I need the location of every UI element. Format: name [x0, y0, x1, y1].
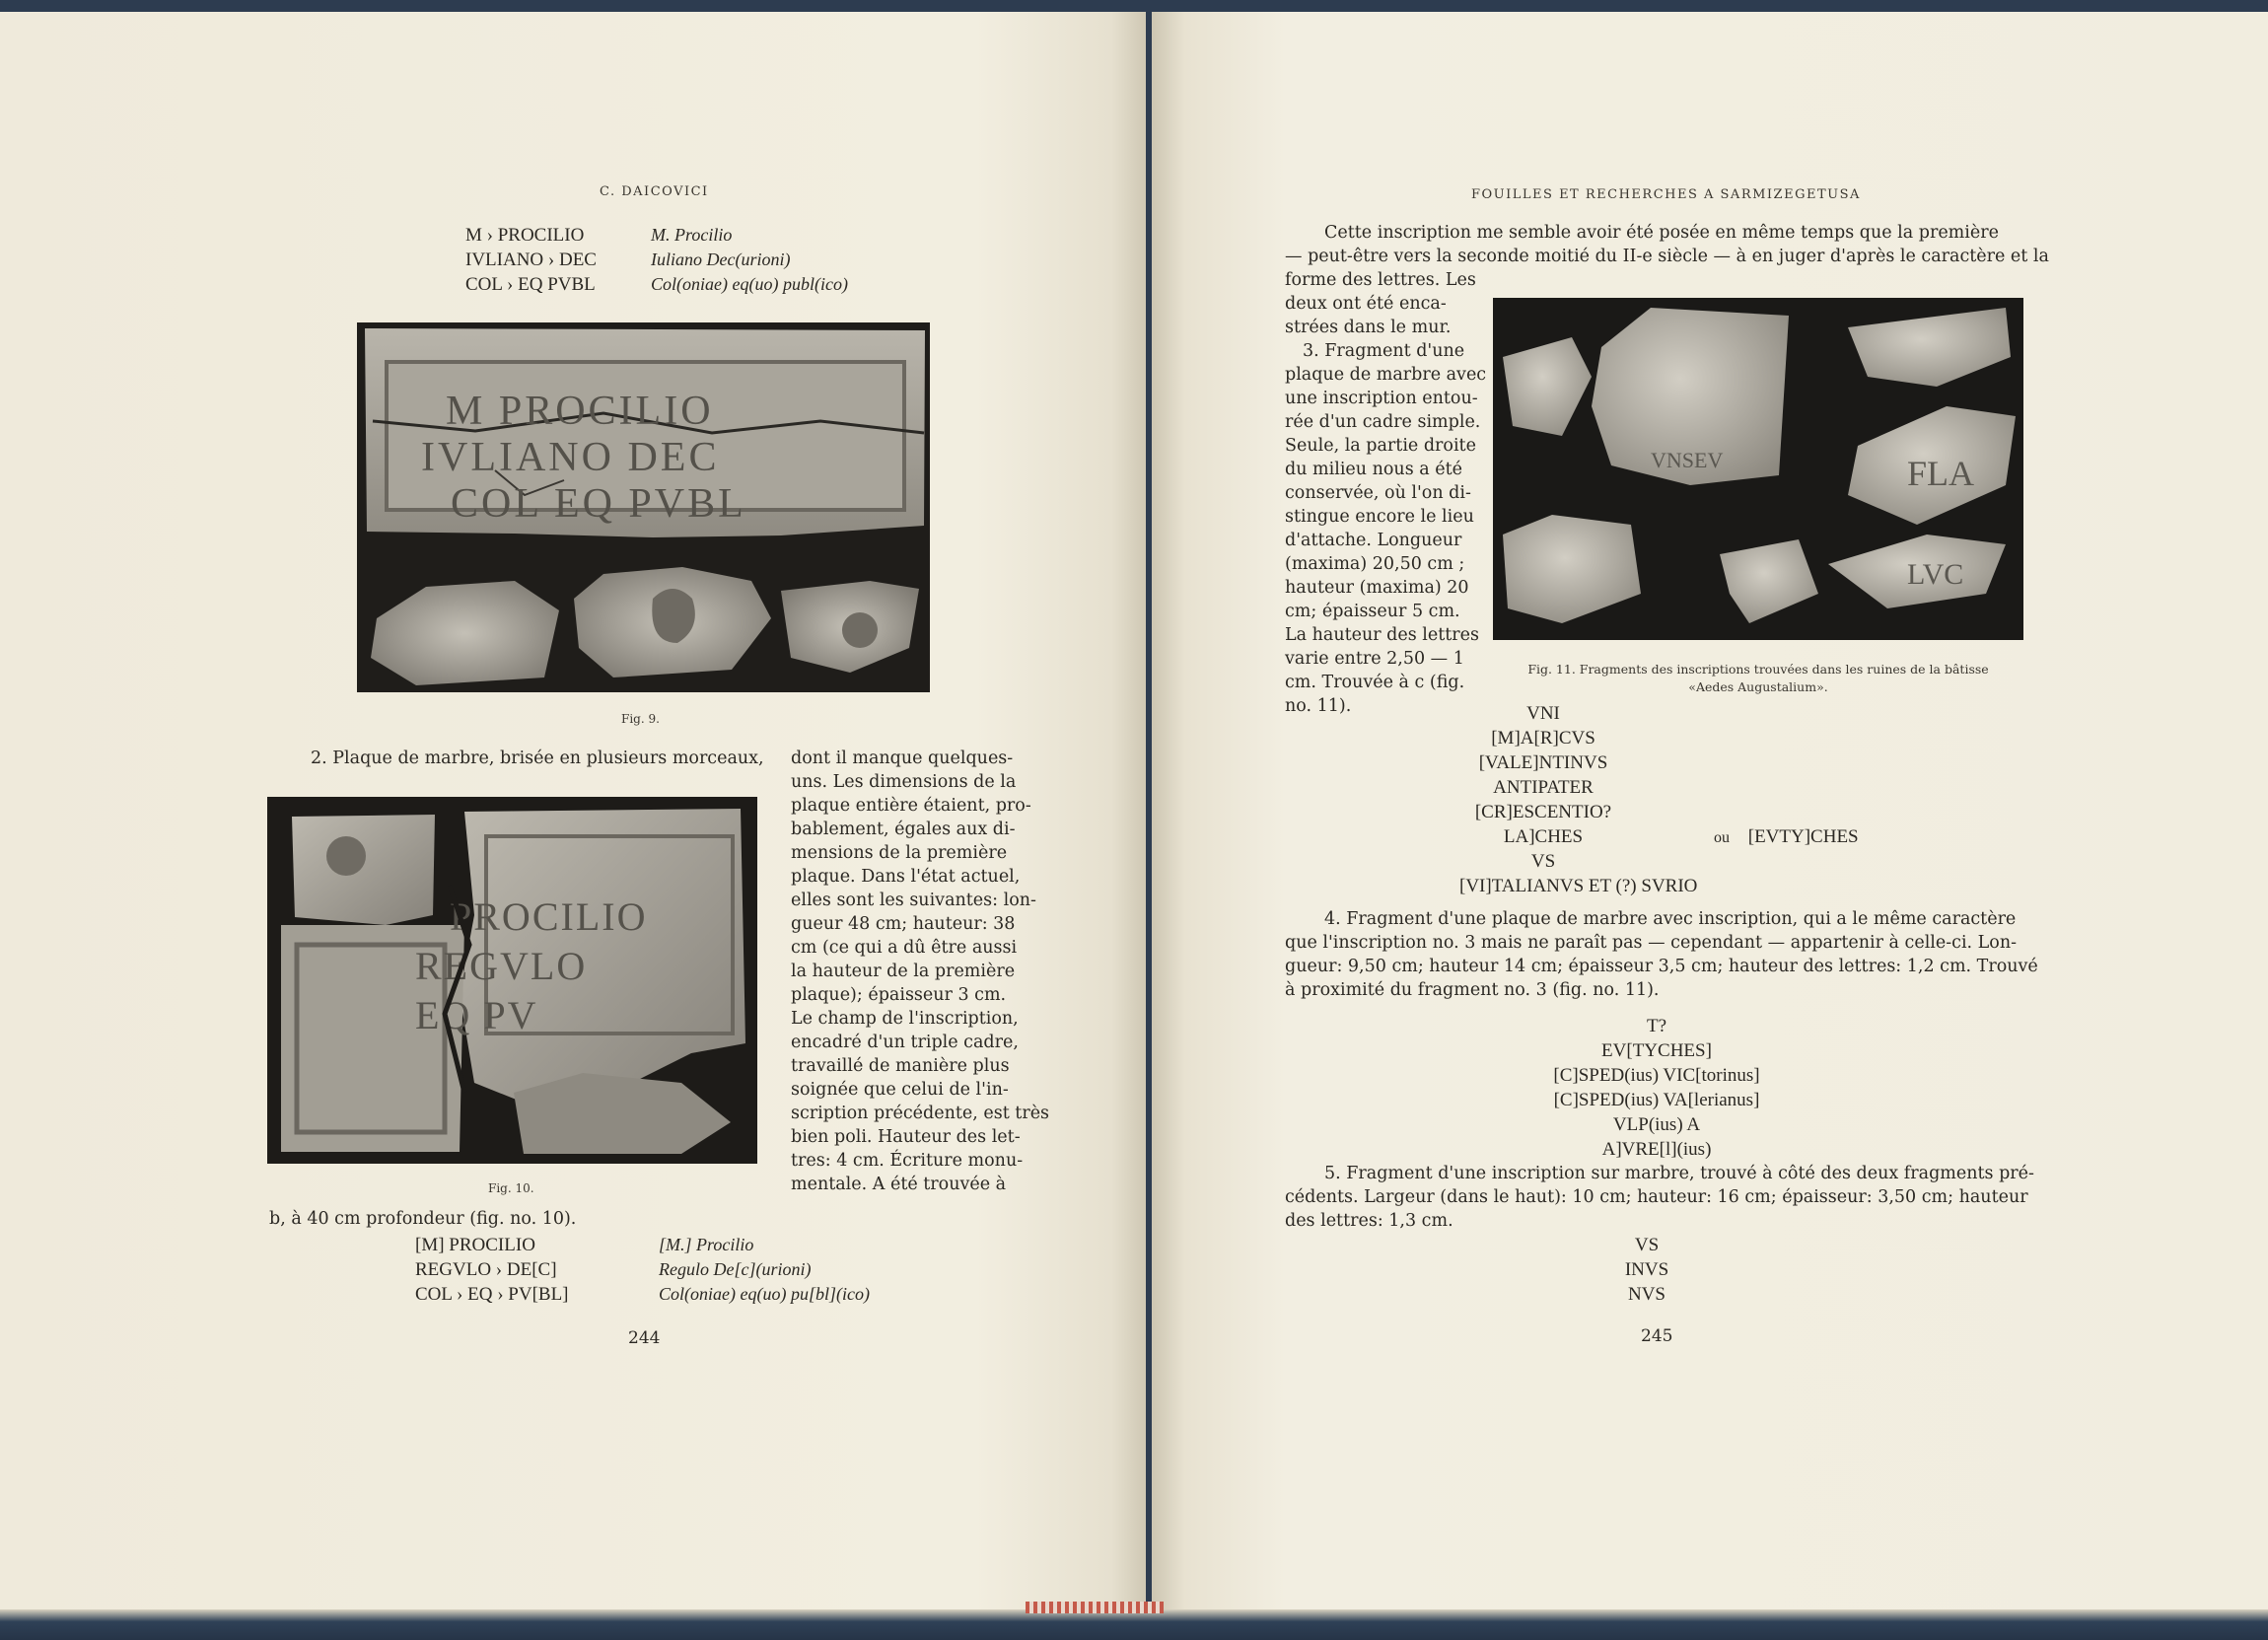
- text-line: cédents. Largeur (dans le haut): 10 cm; hauteur: 16 cm; épaisseur: 3,50 cm; hauteur: [1285, 1187, 2028, 1207]
- text-line: à proximité du fragment no. 3 (fig. no. 11).: [1285, 980, 1660, 1000]
- inscription-line: NVS: [1627, 1284, 1666, 1305]
- figure-10-caption: Fig. 10.: [488, 1181, 534, 1195]
- inscription-1-transcription: [651, 223, 848, 297]
- text-line: cm; épaisseur 5 cm.: [1285, 602, 1460, 621]
- paragraph-5: [1285, 1162, 2034, 1233]
- text-line: dont il manque quelques-: [791, 749, 1014, 768]
- figure-11-caption: [1493, 661, 2023, 696]
- transcription-line: Col(oniae) eq(uo) publ(ico): [651, 274, 848, 294]
- text-line: bien poli. Hauteur des let-: [791, 1127, 1021, 1147]
- fig9-carved-line: M PROCILIO: [446, 389, 714, 434]
- text-line: rée d'un cadre simple.: [1285, 412, 1481, 432]
- inscription-3: [1420, 701, 1698, 898]
- text-line: plaque entière étaient, pro-: [791, 796, 1031, 816]
- text-line: scription précédente, est très: [791, 1104, 1050, 1123]
- text-line: elles sont les suivantes: lon-: [791, 891, 1036, 910]
- caption-line: «Aedes Augustalium».: [1688, 679, 1828, 694]
- transcription-line: [M.] Procilio: [659, 1235, 754, 1254]
- text-line: tres: 4 cm. Écriture monu-: [791, 1151, 1024, 1171]
- text-line: Seule, la partie droite: [1285, 436, 1476, 456]
- inscription-3-alternative: [1714, 824, 1859, 850]
- text-line: une inscription entou-: [1285, 389, 1478, 408]
- text-line: no. 11).: [1285, 696, 1352, 716]
- inscription-line: A]VRE[l](ius): [1601, 1139, 1712, 1160]
- fig11-carved-line: VNSEV: [1651, 448, 1724, 472]
- inscription-line: COL › EQ › PV[BL]: [415, 1284, 569, 1305]
- text-line: d'attache. Longueur: [1285, 531, 1462, 550]
- fig9-carved-line: COL EQ PVBL: [451, 481, 746, 527]
- running-header-left: C. DAICOVICI: [600, 184, 709, 199]
- inscription-line: M › PROCILIO: [465, 225, 585, 246]
- intro-full-width: [1285, 221, 2049, 268]
- inscription-line: VS: [1530, 851, 1556, 872]
- text-line: gueur 48 cm; hauteur: 38: [791, 914, 1016, 934]
- figure-9-caption: Fig. 9.: [621, 712, 660, 726]
- paragraph-2-intro: 2. Plaque de marbre, brisée en plusieurs morceaux,: [311, 749, 764, 768]
- text-line: plaque. Dans l'état actuel,: [791, 867, 1021, 887]
- book-cover-edge: [0, 1609, 2268, 1640]
- text-line: forme des lettres. Les: [1285, 270, 1476, 290]
- text-line: conservée, où l'on di-: [1285, 483, 1471, 503]
- inscription-line: IVLIANO › DEC: [465, 250, 597, 270]
- inscription-line: EV[TYCHES]: [1601, 1040, 1712, 1061]
- transcription-line: Col(oniae) eq(uo) pu[bl](ico): [659, 1284, 870, 1304]
- text-line: des lettres: 1,3 cm.: [1285, 1211, 1453, 1231]
- inscription-line: [M]A[R]CVS: [1491, 728, 1595, 749]
- inscription-2-transcription: [659, 1233, 870, 1307]
- inscription-1-original: [465, 223, 597, 297]
- transcription-line: Iuliano Dec(urioni): [651, 250, 791, 269]
- text-line: 5. Fragment d'une inscription sur marbre, trouvé à côté des deux fragments pré-: [1324, 1164, 2034, 1183]
- inscription-line: [CR]ESCENTIO?: [1474, 802, 1612, 822]
- fig10-carved-line: PROCILIO: [450, 894, 648, 939]
- inscription-line: VLP(ius) A: [1612, 1114, 1701, 1135]
- alternative-or: ou: [1714, 829, 1730, 846]
- figure-11-photo: [1493, 298, 2023, 640]
- inscription-2-original: [415, 1233, 569, 1307]
- transcription-line: Regulo De[c](urioni): [659, 1259, 812, 1279]
- text-line: deux ont été enca-: [1285, 294, 1447, 314]
- text-line: la hauteur de la première: [791, 962, 1016, 981]
- text-line: travaillé de manière plus: [791, 1056, 1010, 1076]
- text-line: strées dans le mur.: [1285, 318, 1452, 337]
- inscription-line: ANTIPATER: [1493, 777, 1594, 798]
- text-line: plaque de marbre avec: [1285, 365, 1487, 385]
- text-line: La hauteur des lettres: [1285, 625, 1480, 645]
- text-line: — peut-être vers la seconde moitié du II-e siècle — à en juger d'après le caractère et la: [1285, 247, 2049, 266]
- inscription-line: REGVLO › DE[C]: [415, 1259, 557, 1280]
- text-line: hauteur (maxima) 20: [1285, 578, 1469, 598]
- paragraph-2-side-column: [791, 747, 1050, 1196]
- text-line: mensions de la première: [791, 843, 1008, 863]
- caption-line: Fig. 11. Fragments des inscriptions trouvées dans les ruines de la bâtisse: [1527, 662, 1989, 677]
- text-line: cm. Trouvée à c (fig.: [1285, 673, 1465, 692]
- inscription-line: LA]CHES: [1503, 826, 1584, 847]
- page-number-left: 244: [628, 1328, 661, 1348]
- text-line: (maxima) 20,50 cm ;: [1285, 554, 1465, 574]
- left-side-column: [1285, 268, 1487, 718]
- inscription-5: [1607, 1233, 1686, 1307]
- text-line: uns. Les dimensions de la: [791, 772, 1017, 792]
- text-line: mentale. A été trouvée à: [791, 1175, 1007, 1194]
- inscription-line: [C]SPED(ius) VA[lerianus]: [1553, 1090, 1760, 1110]
- text-line: Le champ de l'inscription,: [791, 1009, 1019, 1029]
- fig11-carved-line: FLA: [1907, 454, 1975, 493]
- paragraph-4: [1285, 907, 2038, 1002]
- bookmark-ribbon: [1026, 1602, 1164, 1613]
- inscription-line: INVS: [1624, 1259, 1669, 1280]
- fig9-carved-line: IVLIANO DEC: [421, 435, 720, 480]
- text-line: varie entre 2,50 — 1: [1285, 649, 1464, 669]
- text-line: 3. Fragment d'une: [1303, 341, 1465, 361]
- text-line: soignée que celui de l'in-: [791, 1080, 1009, 1100]
- inscription-line: [VI]TALIANVS ET (?) SVRIO: [1459, 876, 1698, 896]
- inscription-line: [M] PROCILIO: [415, 1235, 535, 1255]
- text-line: stingue encore le lieu: [1285, 507, 1474, 527]
- fig10-carved-line: EQ PV: [415, 993, 538, 1037]
- text-line: encadré d'un triple cadre,: [791, 1033, 1019, 1052]
- figure-10-photo: [267, 797, 757, 1164]
- text-line: que l'inscription no. 3 mais ne paraît pas — cependant — appartenir à celle-ci. Lon-: [1285, 933, 2018, 953]
- running-header-right: FOUILLES ET RECHERCHES A SARMIZEGETUSA: [1471, 187, 1861, 202]
- inscription-line: VS: [1634, 1235, 1660, 1255]
- inscription-line: T?: [1646, 1016, 1667, 1036]
- inscription-line: COL › EQ PVBL: [465, 274, 596, 295]
- inscription-line: VNI: [1526, 703, 1560, 724]
- text-line: cm (ce qui a dû être aussi: [791, 938, 1018, 958]
- fig11-carved-line: LVC: [1907, 558, 1964, 591]
- text-line: plaque); épaisseur 3 cm.: [791, 985, 1007, 1005]
- text-line: Cette inscription me semble avoir été posée en même temps que la première: [1324, 223, 1999, 243]
- page-number-right: 245: [1641, 1326, 1673, 1346]
- text-line: bablement, égales aux di-: [791, 820, 1016, 839]
- transcription-line: M. Procilio: [651, 225, 733, 245]
- text-line: du milieu nous a été: [1285, 460, 1462, 479]
- inscription-line: [VALE]NTINVS: [1478, 752, 1608, 773]
- text-line: 4. Fragment d'une plaque de marbre avec inscription, qui a le même caractère: [1324, 909, 2017, 929]
- fig10-carved-line: REGVLO: [415, 944, 588, 988]
- inscription-4: [1509, 1014, 1805, 1162]
- text-line: gueur: 9,50 cm; hauteur 14 cm; épaisseur 3,5 cm; hauteur des lettres: 1,2 cm. Trouvé: [1285, 957, 2038, 976]
- alternative-reading: [EVTY]CHES: [1747, 826, 1859, 847]
- inscription-line: [C]SPED(ius) VIC[torinus]: [1553, 1065, 1760, 1086]
- figure-9-photo: [357, 322, 930, 692]
- paragraph-2-end: b, à 40 cm profondeur (fig. no. 10).: [269, 1209, 577, 1229]
